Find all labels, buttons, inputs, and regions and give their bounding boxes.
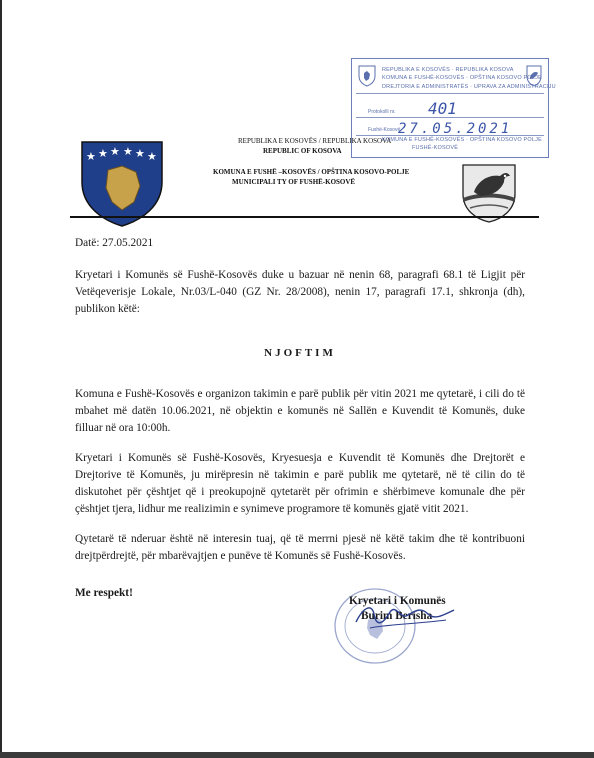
stamp-divider [356,117,544,118]
handwritten-signature-icon [350,596,460,636]
svg-text:★: ★ [147,150,157,163]
svg-text:★: ★ [123,145,133,158]
svg-text:★: ★ [110,145,120,158]
municipality-line-2: MUNICIPALI TY OF FUSHË-KOSOVË [232,178,356,186]
republic-line-1: REPUBLIKA E KOSOVËS / REPUBLIKA KOSOVA [238,137,392,145]
stamp-divider [356,93,544,94]
stamp-line-3: DREJTORIA E ADMINISTRATËS · UPRAVA ZA ADMINISTRACIJU [382,84,556,90]
registration-stamp [351,58,556,158]
scan-edge-bottom [0,752,594,758]
closing: Me respekt! [75,587,133,599]
paragraph-2: Kryetari i Komunës së Fushë-Kosovës, Kryesuesja e Kuvendit të Komunës dhe Drejtorët e Drejtorive të Komunës, ju mirëpresin në takimin e parë publik me qytetarë, në të cilin do të diskutohet për çështjet që i preokupojnë qytetarët për ofrimin e shërbimeve komunale dhe për çështjet tjera, lidhur me realizimin e synimeve programore të komunës gjatë vitit 2021. [75,452,525,515]
stamp-line-4: KOMUNA E FUSHË-KOSOVËS · OPŠTINA KOSOVO POLJE [382,137,542,143]
stamp-number-value: 401 [428,99,457,118]
republic-line-2: REPUBLIC OF KOSOVA [263,147,342,155]
stamp-line-2: KOMUNA E FUSHË-KOSOVËS · OPŠTINA KOSOVO POLJE [382,75,542,81]
scan-edge-left [0,0,2,758]
header-rule [70,216,539,218]
signatory-title: Kryetari i Komunës [349,595,446,607]
municipality-line-1: KOMUNA E FUSHË –KOSOVËS / OPŠTINA KOSOVO-POLJE [213,168,410,176]
stamp-divider [356,135,544,136]
paragraph-1: Komuna e Fushë-Kosovës e organizon takimin e parë publik për vitin 2021 me qytetarë, i cili do të mbahet më datën 10.06.2021, në objektin e komunës në Sallën e Kuvendit të Komunës, duke filluar në ora 10:00h. [75,388,525,434]
stamp-number-label: Protokolli nr. [368,109,396,115]
kosovo-coat-of-arms-icon [78,136,166,228]
svg-text:★: ★ [98,147,108,160]
document-date: Datë: 27.05.2021 [75,237,154,249]
stamp-date-label: Fushë-Kosovë [368,127,401,133]
stamp-coat-icon [358,65,376,87]
stamp-line-5: FUSHË-KOSOVË [412,145,459,151]
svg-text:★: ★ [135,147,145,160]
municipality-emblem-icon [460,162,518,224]
stamp-date-value: 27.05.2021 [398,121,513,137]
intro-paragraph: Kryetari i Komunës së Fushë-Kosovës duke u bazuar në nenin 68, paragrafi 68.1 të Ligjit për Vetëqeverisje Lokale, Nr.03/L-040 (GZ Nr. 28/2008), nenin 17, paragrafi 17.1, shkronja (dh), publikon këtë: [75,269,525,315]
paragraph-3: Qytetarë të nderuar është në interesin tuaj, që të merrni pjesë në këtë takim dhe të kontribuoni drejtpërdrejtë, për mbarëvajtjen e punëve të Komunës së Fushë-Kosovës. [75,533,525,562]
stamp-line-1: REPUBLIKA E KOSOVËS · REPUBLIKA KOSOVA [382,67,514,73]
signatory-name: Burim Berisha [361,610,433,622]
document-title: NJOFTIM [264,347,336,359]
svg-text:★: ★ [86,150,96,163]
